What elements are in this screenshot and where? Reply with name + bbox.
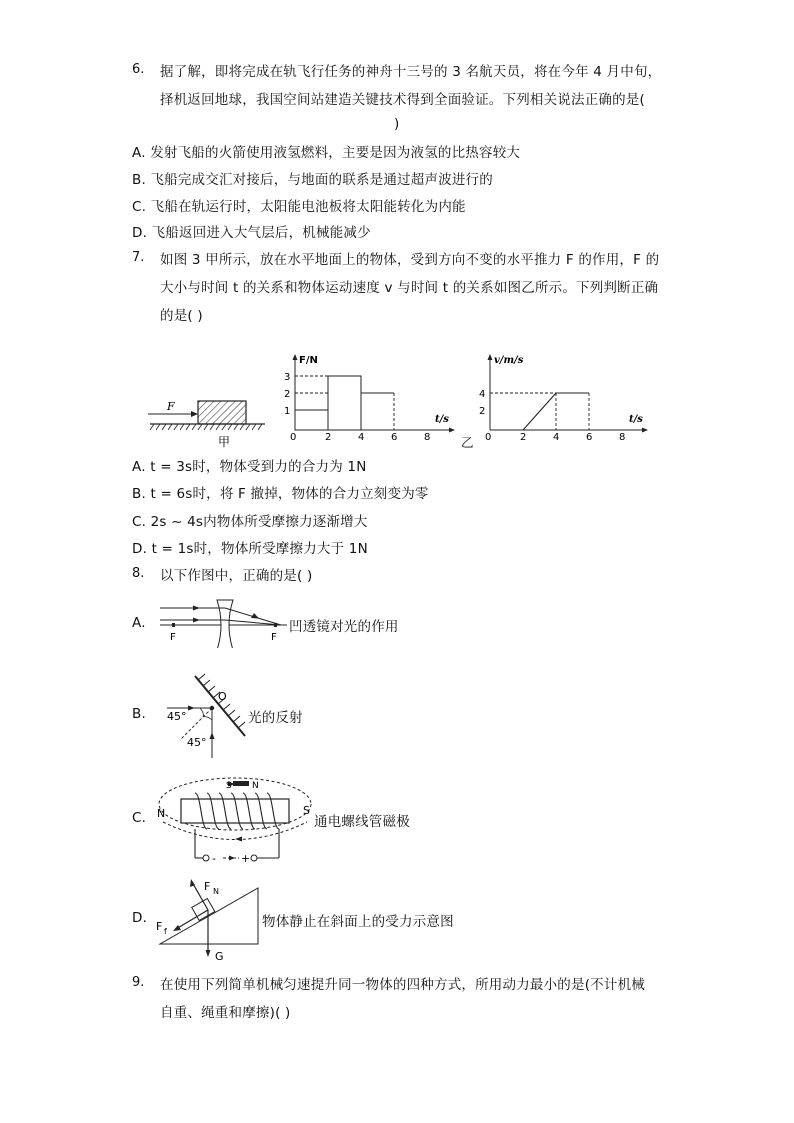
figure-incline <box>152 876 262 964</box>
x-tick-label: 4 <box>553 432 560 442</box>
y-axis-label: F/N <box>299 355 318 366</box>
option-letter: C. <box>132 514 147 530</box>
force-arrowhead <box>191 411 198 417</box>
q6-number: 6. <box>132 62 145 77</box>
x-tick-label: 4 <box>358 432 365 442</box>
figure-concave-lens <box>155 592 295 648</box>
friction-force-label: F <box>156 920 163 933</box>
q7-stem-line1: 如图 3 甲所示，放在水平地面上的物体，受到方向不变的水平推力 F 的作用，F 的 <box>160 252 660 268</box>
q8-number: 8. <box>132 566 145 581</box>
q8-option-a-letter: A. <box>132 615 146 631</box>
compass-label-s: S <box>226 781 232 791</box>
x-tick-label: 0 <box>290 432 297 442</box>
option-text: 发射飞船的火箭使用液氢燃料，主要是因为液氢的比热容较大 <box>150 145 521 161</box>
q7-stem-line2: 大小与时间 t 的关系和物体运动速度 v 与时间 t 的关系如图乙所示。下列判断正确 <box>160 280 659 296</box>
concave-lens <box>217 600 233 648</box>
incline-plane <box>160 888 258 944</box>
x-axis-arrow <box>642 428 648 433</box>
q6-option-b <box>132 168 493 188</box>
x-axis-label: t/s <box>629 414 643 425</box>
focal-point-right <box>274 623 277 627</box>
q8-option-d-letter: D. <box>132 910 148 926</box>
field-line-bottom <box>163 822 307 840</box>
figure-jia-caption: 甲 <box>218 435 231 449</box>
y-tick-label: 3 <box>284 372 291 383</box>
angle-label: 45° <box>167 710 187 723</box>
focal-label-left: F <box>170 632 176 643</box>
current-arrow <box>229 856 235 861</box>
q6-option-a <box>132 141 520 161</box>
figure-jia <box>140 390 275 450</box>
q7-option-d <box>132 537 368 557</box>
figure-solenoid <box>153 772 318 870</box>
figure-reflection <box>155 668 255 763</box>
option-text: t = 1s时，物体所受摩擦力大于 1N <box>151 541 368 557</box>
option-letter: D. <box>132 541 148 557</box>
normal-force-subscript: N <box>213 887 219 896</box>
option-letter: B. <box>132 172 146 188</box>
x-tick-label: 0 <box>485 432 492 442</box>
x-tick-label: 2 <box>520 432 527 442</box>
q8-stem: 以下作图中，正确的是( ) <box>160 568 313 584</box>
q7-number: 7. <box>132 250 145 265</box>
q7-option-c <box>132 510 368 530</box>
focal-label-right: F <box>271 632 277 643</box>
option-text: t = 6s时，将 F 撤掉，物体的合力立刻变为零 <box>150 486 429 502</box>
field-arrow <box>235 837 242 842</box>
option-letter: A. <box>132 145 146 161</box>
ray-arrow <box>193 606 200 611</box>
option-text: 2s ~ 4s内物体所受摩擦力逐渐增大 <box>150 514 368 530</box>
y-axis-arrow <box>488 354 493 360</box>
segment-accelerate <box>523 393 556 430</box>
q9-stem-line2: 自重、绳重和摩擦)( ) <box>160 1005 291 1021</box>
normal-force-label: F <box>204 880 211 893</box>
q8-option-b-letter: B. <box>132 706 146 722</box>
mirror <box>195 676 245 736</box>
force-steps <box>295 376 394 430</box>
q6-stem-line2: 择机返回地球，我国空间站建造关键技术得到全面验证。下列相关说法正确的是( <box>160 92 645 108</box>
figure-yi-caption: 乙 <box>461 435 474 450</box>
q9-stem-line1: 在使用下列简单机械匀速提升同一物体的四种方式，所用动力最小的是(不计机械 <box>160 977 645 993</box>
x-axis-label: t/s <box>435 414 449 425</box>
y-tick-label: 4 <box>479 389 486 400</box>
q6-stem-line3: ) <box>394 116 400 132</box>
x-tick-label: 8 <box>619 432 626 442</box>
angle-arc <box>204 716 213 720</box>
focal-point-left <box>172 623 175 627</box>
terminal-positive-label: + <box>241 852 251 865</box>
pole-label-left: N <box>157 807 166 820</box>
graph-velocity-time <box>476 350 656 442</box>
x-tick-label: 6 <box>586 432 593 442</box>
y-tick-label: 1 <box>284 406 291 417</box>
q6-option-d <box>132 221 371 241</box>
q6-option-c <box>132 195 466 215</box>
q9-number: 9. <box>132 975 145 990</box>
ray-arrow <box>193 618 200 623</box>
point-label-o: O <box>218 690 227 703</box>
q7-option-a <box>132 455 367 475</box>
option-text: 飞船在轨运行时，太阳能电池板将太阳能转化为内能 <box>150 199 466 215</box>
graph-force-time <box>283 350 463 442</box>
q7-stem-line3: 的是( ) <box>160 308 203 324</box>
gravity-arrowhead <box>206 950 211 957</box>
q8-option-b-caption: 光的反射 <box>248 710 303 726</box>
q8-option-c-letter: C. <box>132 810 147 826</box>
y-axis-arrow <box>293 354 298 360</box>
terminal-negative <box>203 855 209 861</box>
friction-force-arrowhead <box>173 925 181 931</box>
option-letter: A. <box>132 459 146 475</box>
x-tick-label: 6 <box>391 432 398 442</box>
ray-arrow <box>188 706 195 711</box>
ground-hatch <box>150 424 262 430</box>
bar-0-2s <box>295 410 328 430</box>
q8-option-d-caption: 物体静止在斜面上的受力示意图 <box>262 914 454 930</box>
gravity-label: G <box>215 950 224 963</box>
terminal-negative-label: - <box>212 852 216 865</box>
option-text: 飞船返回进入大气层后，机械能减少 <box>151 225 371 241</box>
option-letter: C. <box>132 199 147 215</box>
option-text: t = 3s时，物体受到力的合力为 1N <box>150 459 367 475</box>
x-tick-label: 8 <box>424 432 431 442</box>
option-letter: B. <box>132 486 146 502</box>
q6-stem-line1: 据了解，即将完成在轨飞行任务的神舟十三号的 3 名航天员，将在今年 4 月中旬， <box>160 64 662 80</box>
ray-arrow <box>210 732 215 739</box>
y-axis-label: v/m/s <box>494 355 524 366</box>
bar-2-4s <box>328 376 361 430</box>
angle-label: 45° <box>187 736 207 749</box>
q7-option-b <box>132 482 429 502</box>
x-tick-label: 2 <box>325 432 332 442</box>
option-text: 飞船完成交汇对接后，与地面的联系是通过超声波进行的 <box>150 172 493 188</box>
q8-option-c-caption: 通电螺线管磁极 <box>314 814 410 830</box>
angle-arc <box>200 708 204 717</box>
terminal-positive <box>251 855 257 861</box>
x-axis-arrow <box>449 428 455 433</box>
guide-dashes <box>295 376 394 430</box>
q8-option-a-caption: 凹透镜对光的作用 <box>289 619 399 635</box>
pole-label-right: S <box>303 804 310 817</box>
y-tick-label: 2 <box>479 406 486 417</box>
friction-force-subscript: f <box>164 927 167 936</box>
block <box>198 401 246 424</box>
compass-label-n: N <box>252 781 259 791</box>
y-tick-label: 2 <box>284 389 291 400</box>
force-label: F <box>167 400 175 413</box>
option-letter: D. <box>132 225 148 241</box>
compass-needle <box>233 781 249 786</box>
